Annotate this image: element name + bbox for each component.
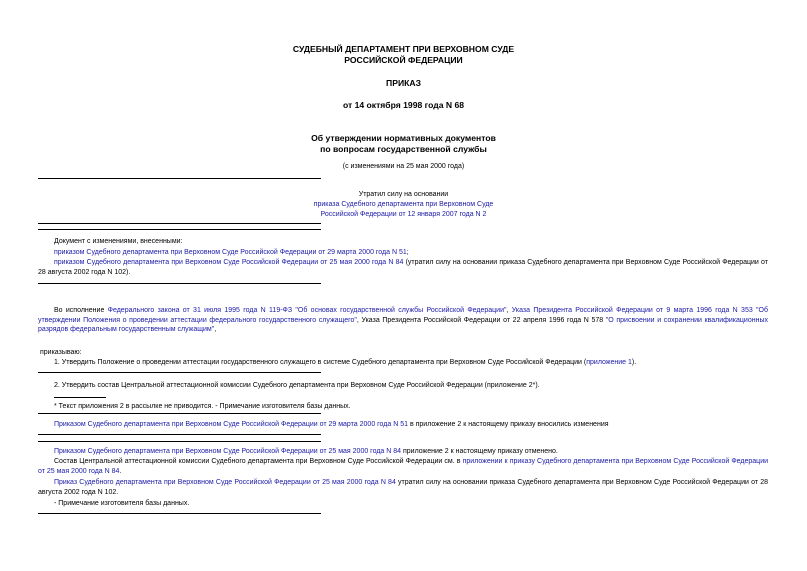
- divider: [38, 283, 321, 284]
- doc-date: от 14 октября 1998 года N 68: [342, 100, 465, 110]
- divider: [38, 229, 321, 230]
- footnote-divider: [54, 397, 106, 398]
- order-item-1: 1. Утвердить Положение о проведении аттестации государственного служащего в системе Судебного департамента при Верховном Суде Российской Федерации (приложение 1).: [54, 359, 637, 366]
- federal-law-link[interactable]: Федерального закона от 31 июля 1995 года N 119-ФЗ "Об основах государственной службы Российской Федерации": [107, 307, 507, 314]
- preamble: Во исполнение Федерального закона от 31 июля 1995 года N 119-ФЗ "Об основах государственной службы Российской Федерации", Указа Президента Российской Федерации от 9 марта 1996 года N 353 "Об утверждении Положения о проведении аттестации федерального государственного служащего", Указа Президента Российской Федерации от 22 апреля 1996 года N 578 "О присвоении и сохранении квалификационных разрядов федеральным государственным служащим",: [38, 307, 768, 334]
- note-1-link[interactable]: Приказом Судебного департамента при Верховном Суде Российской Федерации от 29 марта 2000 года N 51: [54, 421, 408, 428]
- divider: [38, 178, 321, 179]
- decree-353-link[interactable]: Указа Президента Российской Федерации от 9 марта 1996 года N 353 "Об утверждении Положения о проведении аттестации федерального государственного служащего": [38, 307, 768, 324]
- lost-force-text: Утратил силу на основании: [358, 191, 449, 198]
- changes-item-2-link[interactable]: приказом Судебного департамента при Верховном Суде Российской Федерации от 25 мая 2000 года N 84: [54, 259, 404, 266]
- note-2-link[interactable]: Приказом Судебного департамента при Верховном Суде Российской Федерации от 25 мая 2000 года N 84: [54, 448, 402, 455]
- divider: [38, 372, 321, 373]
- note-4: Приказ Судебного департамента при Верховном Суде Российской Федерации от 25 мая 2000 года N 84 утратил силу на основании приказа Судебного департамента при Верховном Суде Российской Федерации от 28 августа 2002 года N 102.: [38, 479, 768, 496]
- note-3: Состав Центральной аттестационной комиссии Судебного департамента при Верховном Суде Российской Федерации см. в приложении к приказу Судебного департамента при Верховном Суде Российской Федерации от 25 мая 2000 года N 84.: [38, 458, 769, 475]
- note-5: - Примечание изготовителя базы данных.: [54, 500, 190, 507]
- footnote: * Текст приложения 2 в рассылке не приводится. - Примечание изготовителя базы данных.: [54, 403, 351, 410]
- doc-type: ПРИКАЗ: [386, 78, 421, 88]
- divider: [38, 513, 321, 514]
- order-item-2: 2. Утвердить состав Центральной аттестационной комиссии Судебного департамента при Верховном Суде Российской Федерации (приложение 2*).: [54, 382, 540, 389]
- org-name-line2: РОССИЙСКОЙ ФЕДЕРАЦИИ: [344, 55, 463, 65]
- doc-title-line1: Об утверждении нормативных документов: [311, 133, 496, 143]
- changes-item-1-link[interactable]: приказом Судебного департамента при Верховном Суде Российской Федерации от 29 марта 2000 года N 51: [54, 249, 407, 256]
- divider: [38, 413, 321, 414]
- changes-item-1: приказом Судебного департамента при Верховном Суде Российской Федерации от 29 марта 2000 года N 51;: [54, 249, 409, 256]
- decree-578-link[interactable]: "О присвоении и сохранении квалификационных разрядов федеральным государственным служащим": [38, 316, 768, 334]
- note-1: Приказом Судебного департамента при Верховном Суде Российской Федерации от 29 марта 2000 года N 51 в приложение 2 к настоящему приказу вносились изменения: [54, 421, 609, 428]
- appendix-1-link[interactable]: приложение 1: [586, 359, 632, 366]
- amended-note: (с изменениями на 25 мая 2000 года): [342, 163, 465, 170]
- lost-force-link-line1[interactable]: приказа Судебного департамента при Верховном Суде: [313, 201, 494, 208]
- changes-item-2: приказом Судебного департамента при Верховном Суде Российской Федерации от 25 мая 2000 года N 84 (утратил силу на основании приказа Судебного департамента при Верховном Суде Российской Федерации от 28 августа 2002 года N 102).: [38, 259, 768, 276]
- doc-title-line2: по вопросам государственной службы: [320, 144, 487, 154]
- org-name-line1: СУДЕБНЫЙ ДЕПАРТАМЕНТ ПРИ ВЕРХОВНОМ СУДЕ: [292, 44, 515, 54]
- divider: [38, 223, 321, 224]
- lost-force-link-line2[interactable]: Российской Федерации от 12 января 2007 года N 2: [320, 211, 487, 218]
- divider: [38, 434, 321, 435]
- changes-intro: Документ с изменениями, внесенными:: [54, 238, 183, 245]
- note-3-link[interactable]: приложении к приказу Судебного департамента при Верховном Суде Российской Федерации от 25 мая 2000 года N 84: [38, 458, 769, 475]
- note-2: Приказом Судебного департамента при Верховном Суде Российской Федерации от 25 мая 2000 года N 84 приложение 2 к настоящему приказу отменено.: [54, 448, 558, 455]
- note-4-link[interactable]: Приказ Судебного департамента при Верховном Суде Российской Федерации от 25 мая 2000 года N 84: [54, 479, 396, 486]
- order-word: приказываю:: [40, 349, 82, 356]
- divider: [38, 441, 321, 442]
